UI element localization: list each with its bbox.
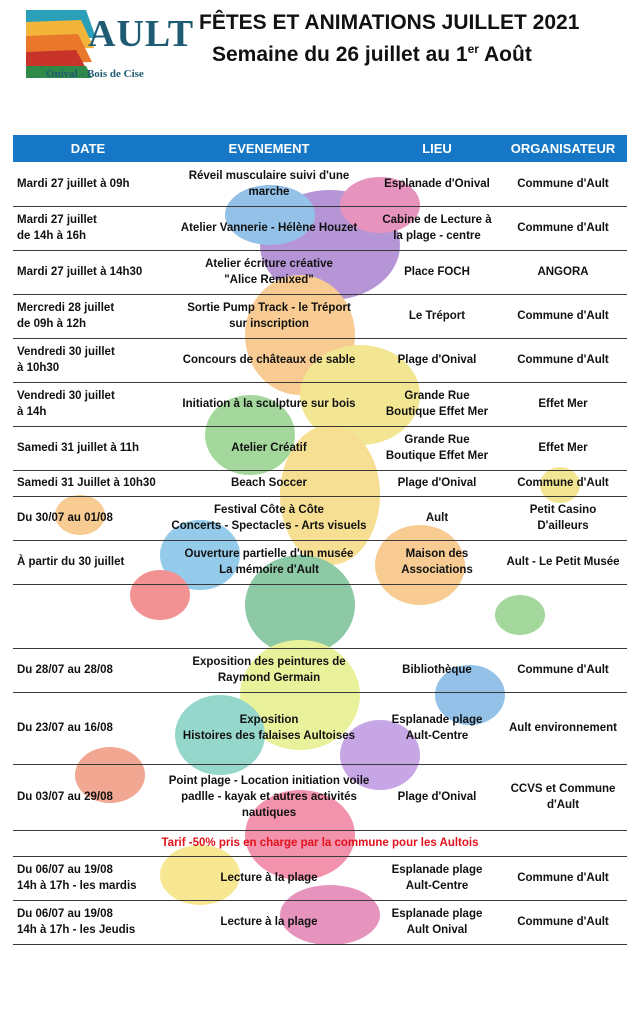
date-cell: Du 23/07 au 16/08: [13, 692, 163, 764]
organizer-cell: Commune d'Ault: [499, 470, 627, 496]
event-cell: Concours de châteaux de sable: [163, 338, 375, 382]
event-cell: Lecture à la plage: [163, 856, 375, 900]
ault-logo: [26, 8, 195, 88]
table-row: [13, 250, 627, 294]
place-cell: Ault: [375, 496, 499, 540]
event-cell: Point plage - Location initiation voile padlle - kayak et autres activités nautiques: [163, 764, 375, 830]
place-cell: Maison des Associations: [375, 540, 499, 584]
empty-row: [13, 584, 627, 648]
place-cell: Grande Rue Boutique Effet Mer: [375, 382, 499, 426]
table-row: [13, 162, 627, 206]
organizer-cell: Commune d'Ault: [499, 900, 627, 944]
date-cell: Samedi 31 Juillet à 10h30: [13, 470, 163, 496]
organizer-cell: CCVS et Commune d'Ault: [499, 764, 627, 830]
subtitle-sup: er: [467, 42, 479, 56]
table-row: [13, 648, 627, 692]
column-header-organizer: ORGANISATEUR: [499, 135, 627, 162]
organizer-cell: Petit Casino D'ailleurs: [499, 496, 627, 540]
page-header: [0, 0, 641, 110]
subtitle-main: Semaine du 26 juillet au 1: [212, 43, 468, 66]
table-row: [13, 426, 627, 470]
event-cell: Exposition des peintures de Raymond Germain: [163, 648, 375, 692]
event-cell: Exposition Histoires des falaises Aultoises: [163, 692, 375, 764]
event-cell: Atelier écriture créative "Alice Remixed": [163, 250, 375, 294]
date-cell: Du 30/07 au 01/08: [13, 496, 163, 540]
organizer-cell: Commune d'Ault: [499, 648, 627, 692]
event-cell: Lecture à la plage: [163, 900, 375, 944]
table-row: [13, 764, 627, 830]
table-row: [13, 540, 627, 584]
event-cell: Initiation à la sculpture sur bois: [163, 382, 375, 426]
date-cell: Du 06/07 au 19/08 14h à 17h - les mardis: [13, 856, 163, 900]
empty-cell: [499, 584, 627, 648]
organizer-cell: Effet Mer: [499, 382, 627, 426]
event-cell: Sortie Pump Track - le Tréport sur inscription: [163, 294, 375, 338]
date-cell: Du 28/07 au 28/08: [13, 648, 163, 692]
table-row: [13, 206, 627, 250]
table-row: [13, 692, 627, 764]
organizer-cell: Commune d'Ault: [499, 294, 627, 338]
place-cell: Plage d'Onival: [375, 764, 499, 830]
place-cell: Esplanade plage Ault-Centre: [375, 692, 499, 764]
date-cell: Du 03/07 au 29/08: [13, 764, 163, 830]
page-subtitle: [212, 42, 532, 67]
column-header-date: DATE: [13, 135, 163, 162]
place-cell: Plage d'Onival: [375, 338, 499, 382]
logo-name: AULT: [88, 13, 195, 55]
place-cell: Esplanade plage Ault Onival: [375, 900, 499, 944]
column-header-place: LIEU: [375, 135, 499, 162]
empty-cell: [13, 584, 163, 648]
events-table: [13, 135, 627, 945]
date-cell: Vendredi 30 juillet à 10h30: [13, 338, 163, 382]
subtitle-end: Août: [478, 43, 532, 66]
organizer-cell: Commune d'Ault: [499, 162, 627, 206]
place-cell: Grande Rue Boutique Effet Mer: [375, 426, 499, 470]
date-cell: Mardi 27 juillet à 14h30: [13, 250, 163, 294]
place-cell: Cabine de Lecture à la plage - centre: [375, 206, 499, 250]
table-row: [13, 338, 627, 382]
date-cell: Du 06/07 au 19/08 14h à 17h - les Jeudis: [13, 900, 163, 944]
event-cell: Réveil musculaire suivi d'une marche: [163, 162, 375, 206]
place-cell: Esplanade d'Onival: [375, 162, 499, 206]
event-cell: Atelier Vannerie - Hélène Houzet: [163, 206, 375, 250]
table-row: [13, 294, 627, 338]
event-cell: Beach Soccer: [163, 470, 375, 496]
organizer-cell: Ault - Le Petit Musée: [499, 540, 627, 584]
organizer-cell: Commune d'Ault: [499, 338, 627, 382]
discount-note: Tarif -50% pris en charge par la commune pour les Aultois: [13, 830, 627, 856]
organizer-cell: Commune d'Ault: [499, 206, 627, 250]
organizer-cell: Commune d'Ault: [499, 856, 627, 900]
column-header-event: EVENEMENT: [163, 135, 375, 162]
date-cell: Mercredi 28 juillet de 09h à 12h: [13, 294, 163, 338]
table-row: [13, 470, 627, 496]
place-cell: Le Tréport: [375, 294, 499, 338]
date-cell: Samedi 31 juillet à 11h: [13, 426, 163, 470]
event-cell: Atelier Créatif: [163, 426, 375, 470]
table-header-row: [13, 135, 627, 162]
place-cell: Esplanade plage Ault-Centre: [375, 856, 499, 900]
table-row: [13, 496, 627, 540]
table-row: [13, 900, 627, 944]
event-cell: Ouverture partielle d'un musée La mémoire d'Ault: [163, 540, 375, 584]
page-title: FÊTES ET ANIMATIONS JUILLET 2021: [199, 11, 580, 34]
date-cell: Vendredi 30 juillet à 14h: [13, 382, 163, 426]
place-cell: Place FOCH: [375, 250, 499, 294]
organizer-cell: ANGORA: [499, 250, 627, 294]
empty-cell: [163, 584, 375, 648]
event-cell: Festival Côte à Côte Concerts - Spectacles - Arts visuels: [163, 496, 375, 540]
place-cell: Bibliothèque: [375, 648, 499, 692]
table-row: [13, 856, 627, 900]
date-cell: Mardi 27 juillet de 14h à 16h: [13, 206, 163, 250]
note-row: [13, 830, 627, 856]
logo-tagline: Onival - Bois de Cise: [46, 68, 144, 80]
empty-cell: [375, 584, 499, 648]
table-row: [13, 382, 627, 426]
place-cell: Plage d'Onival: [375, 470, 499, 496]
organizer-cell: Ault environnement: [499, 692, 627, 764]
date-cell: À partir du 30 juillet: [13, 540, 163, 584]
date-cell: Mardi 27 juillet à 09h: [13, 162, 163, 206]
organizer-cell: Effet Mer: [499, 426, 627, 470]
